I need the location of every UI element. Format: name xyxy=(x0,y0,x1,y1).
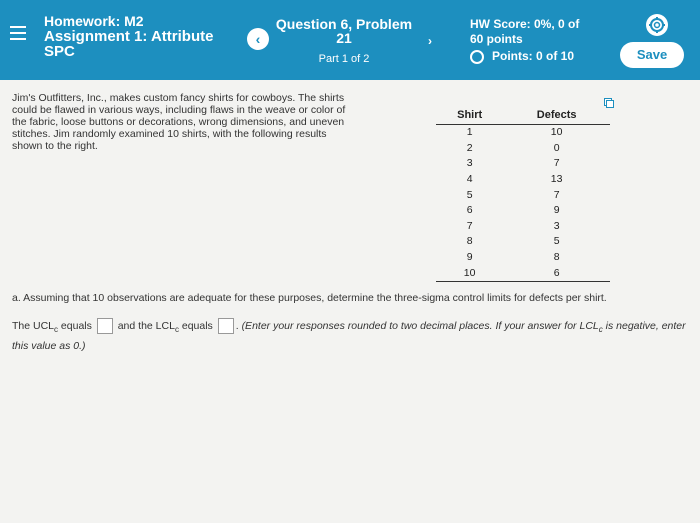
problem-intro: Jim's Outfitters, Inc., makes custom fancy shirts for cowboys. The shirts could be flawed in various ways, including flaws in the weave or color of the fabric, loose buttons or decorations, wrong dimensions, and uneven stitches. Jim randomly examined 10 shirts, with the following results shown to the right. xyxy=(12,92,346,152)
question-info xyxy=(274,17,414,65)
defects-table xyxy=(436,108,610,282)
homework-title-line2: Assignment 1: Attribute xyxy=(44,28,214,45)
ucl-label: The UCL xyxy=(12,320,55,332)
table-row xyxy=(436,156,610,172)
table-row xyxy=(436,187,610,203)
shirt-cell: 9 xyxy=(466,251,473,264)
next-question-button[interactable]: › xyxy=(428,34,432,48)
lcl-label: and the LCL xyxy=(114,320,175,332)
defects-cell: 8 xyxy=(553,251,560,264)
defects-cell: 0 xyxy=(553,141,560,154)
instruction-text-2: is negative, enter this value as 0.) xyxy=(12,320,686,353)
instruction-text-1: (Enter your responses rounded to two decimal places. If your answer for LCL xyxy=(241,320,599,332)
copy-data-icon[interactable] xyxy=(604,95,614,105)
save-button[interactable]: Save xyxy=(620,42,684,68)
defects-cell: 6 xyxy=(503,265,610,281)
defects-cell: 7 xyxy=(553,188,560,201)
question-title-line1: Question 6, Problem xyxy=(275,16,413,32)
shirt-cell: 7 xyxy=(466,219,473,232)
question-part: Part 1 of 2 xyxy=(318,53,370,65)
defects-cell: 3 xyxy=(553,219,560,232)
homework-title xyxy=(44,14,234,59)
ucl-subscript: c xyxy=(54,325,59,335)
table-row xyxy=(436,172,610,188)
table-row xyxy=(436,234,610,250)
hw-score xyxy=(470,17,630,64)
shirt-cell: 6 xyxy=(466,204,473,217)
previous-question-button[interactable]: ‹ xyxy=(247,28,269,50)
answer-row: The $UCL_c$ equals and the $LCL_c$ equals . (Enter your responses rounded to two decimal places. If your answer for $LCL_c$ is negative, enter this value as 0.) xyxy=(12,320,686,353)
homework-title-line3: SPC xyxy=(44,43,75,60)
defects-cell: 5 xyxy=(553,235,560,248)
lcl-input[interactable] xyxy=(218,318,234,334)
instruction-subscript: c xyxy=(598,325,603,335)
menu-icon[interactable] xyxy=(10,26,26,40)
shirt-cell: 5 xyxy=(466,188,473,201)
points-row xyxy=(470,49,630,64)
top-header xyxy=(0,0,700,80)
shirt-cell: 2 xyxy=(466,141,473,154)
defects-cell: 10 xyxy=(550,126,563,139)
homework-title-line1: Homework: M2 xyxy=(44,13,144,29)
table-row xyxy=(436,219,610,235)
shirt-cell: 1 xyxy=(466,126,473,139)
settings-gear-icon[interactable] xyxy=(646,14,668,36)
hw-score-text: HW Score: 0%, 0 of xyxy=(470,17,580,31)
shirt-cell: 10 xyxy=(436,265,503,281)
points-text: Points: 0 of 10 xyxy=(492,49,575,63)
defects-cell: 9 xyxy=(553,204,560,217)
ucl-input[interactable] xyxy=(97,318,113,334)
hw-score-text-2: 60 points xyxy=(470,32,523,46)
question-a: a. Assuming that 10 observations are adequate for these purposes, determine the three-sigma control limits for defects per shirt. xyxy=(12,292,607,304)
ucl-equals: equals xyxy=(58,320,95,332)
defects-cell: 13 xyxy=(550,173,563,186)
question-title-line2: 21 xyxy=(336,30,352,46)
shirt-cell: 4 xyxy=(466,173,473,186)
table-row xyxy=(436,125,610,141)
lcl-subscript: c xyxy=(174,325,179,335)
lcl-equals: equals xyxy=(178,320,216,332)
table-header-shirt: Shirt xyxy=(436,108,503,125)
defects-cell: 7 xyxy=(553,157,560,170)
table-header-defects: Defects xyxy=(503,108,610,125)
table-row xyxy=(436,265,610,281)
shirt-cell: 8 xyxy=(466,235,473,248)
points-circle-icon xyxy=(470,50,484,64)
table-row xyxy=(436,250,610,266)
shirt-cell: 3 xyxy=(466,157,473,170)
table-row xyxy=(436,203,610,219)
table-row xyxy=(436,141,610,157)
